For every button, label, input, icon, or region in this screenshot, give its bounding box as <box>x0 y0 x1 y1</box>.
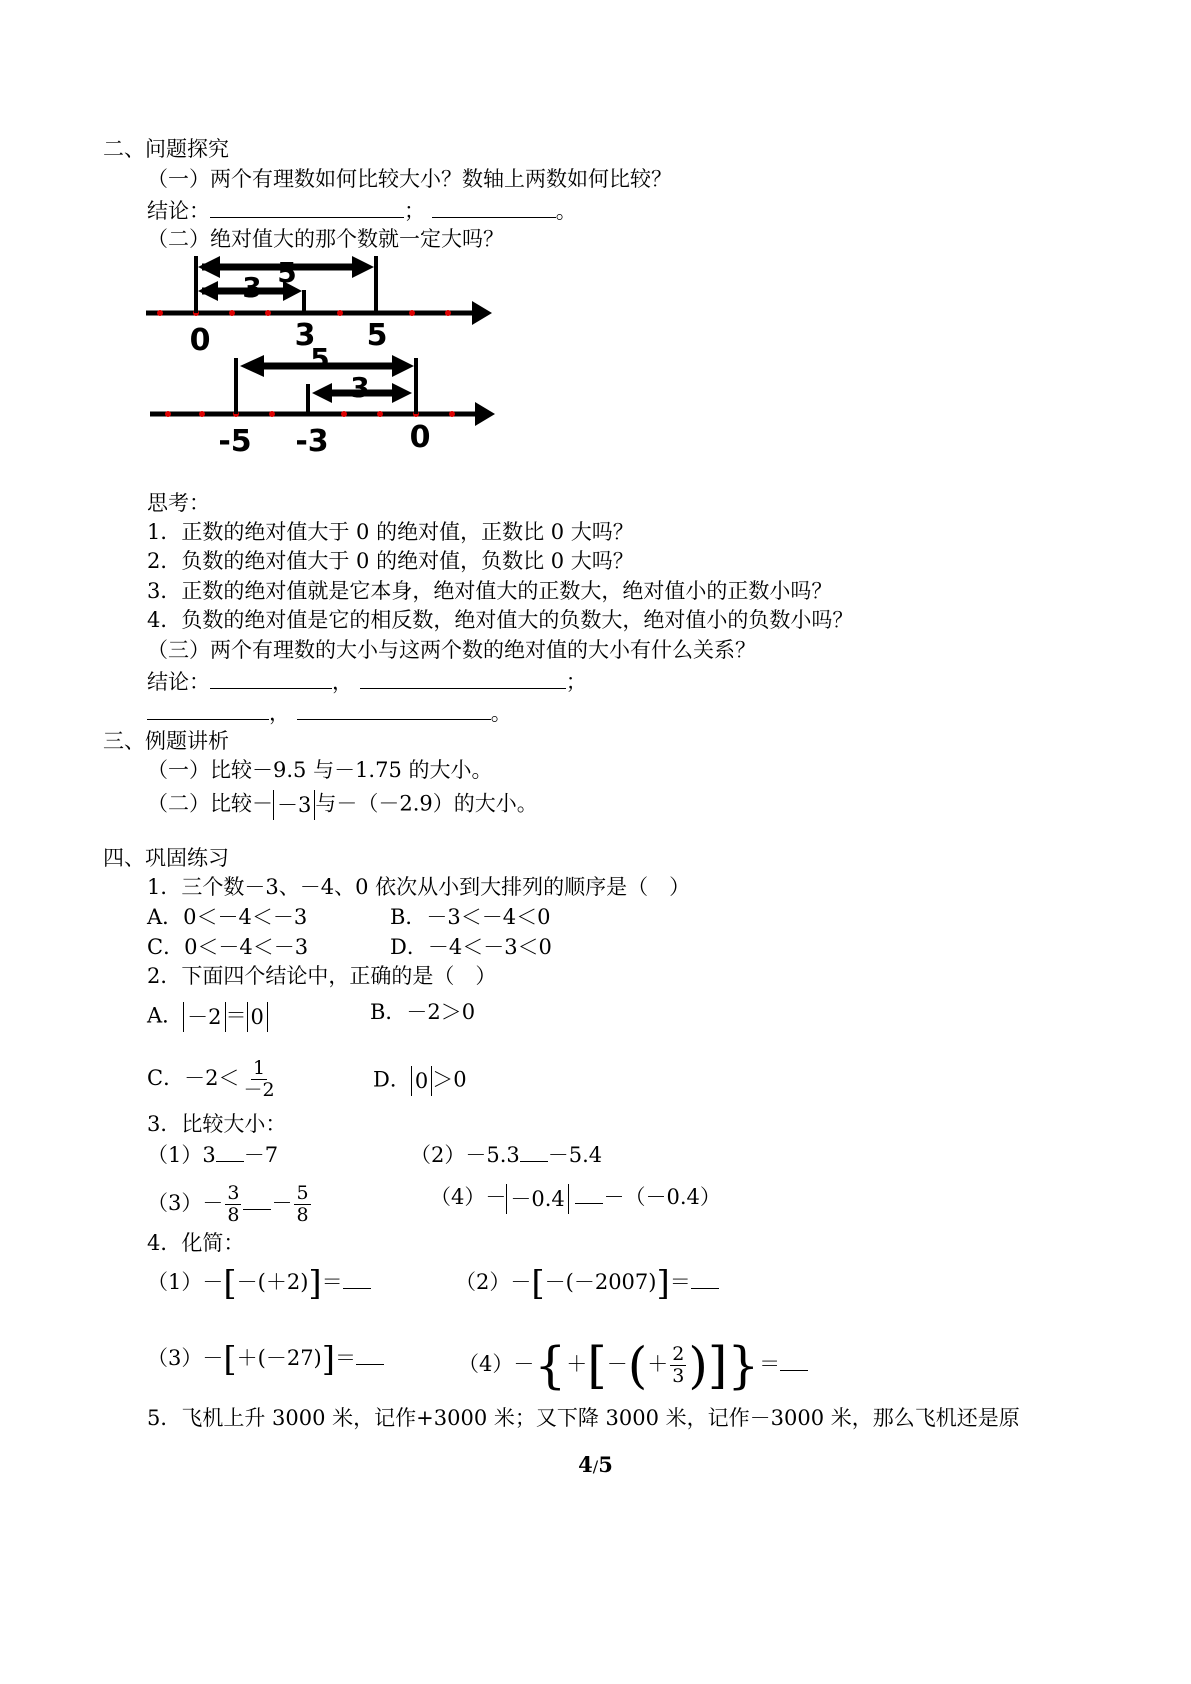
answer-blank[interactable] <box>216 1141 244 1162</box>
question-3: （三）两个有理数的大小与这两个数的绝对值的大小有什么关系？ <box>147 638 756 662</box>
section-title-3: 三、例题讲析 <box>103 729 229 753</box>
answer-blank[interactable] <box>297 699 491 720</box>
arrow-label: 5 <box>277 256 297 289</box>
number-line-diagram <box>140 250 560 470</box>
tick-label: 3 <box>294 318 316 353</box>
section-title-4: 四、巩固练习 <box>103 846 229 870</box>
compare-1: （1）3 －7 <box>147 1143 279 1167</box>
simplify-4: （4）－{＋[－(＋ $\frac{2}{3}$ )]}＝ <box>458 1344 808 1387</box>
choice-a: A． －2 ＝ 0 <box>147 1002 268 1032</box>
choice-b: B．－2＞0 <box>370 1000 476 1024</box>
answer-blank[interactable] <box>243 1189 271 1210</box>
answer-blank[interactable] <box>520 1141 548 1162</box>
arrow-label: 5 <box>310 342 330 375</box>
problem-1: 1．三个数－3、－4、0 依次从小到大排列的顺序是（ ） <box>147 875 691 899</box>
number-line-negative <box>150 342 495 459</box>
problem-5: 5．飞机上升 3000 米，记作+3000 米；又下降 3000 米，记作－3000 米，那么飞机还是原 <box>147 1406 1020 1430</box>
arrow-label: 3 <box>350 371 370 404</box>
answer-blank[interactable] <box>691 1268 719 1289</box>
problem-4: 4．化简： <box>147 1231 245 1255</box>
choice-a: A．0＜－4＜－3 <box>147 905 308 929</box>
answer-blank[interactable] <box>147 699 269 720</box>
answer-blank[interactable] <box>343 1268 371 1289</box>
question-2: （二）绝对值大的那个数就一定大吗？ <box>147 227 504 251</box>
think-item: 2．负数的绝对值大于 0 的绝对值，负数比 0 大吗？ <box>147 549 634 573</box>
answer-blank[interactable] <box>360 668 566 689</box>
problem-2: 2．下面四个结论中，正确的是（ ） <box>147 964 497 988</box>
compare-3: （3）－ $\frac{3}{8}$ － $\frac{5}{8}$ <box>147 1182 309 1226</box>
example-1: （一）比较－9.5 与－1.75 的大小。 <box>147 758 493 782</box>
simplify-3: （3）－[＋(－27)]＝ <box>147 1344 384 1373</box>
think-item: 3．正数的绝对值就是它本身，绝对值大的正数大，绝对值小的正数小吗？ <box>147 579 833 603</box>
tick-label: -3 <box>295 424 329 459</box>
fraction: $\frac{3}{8}$ <box>227 1182 240 1226</box>
page-number: 4/5 <box>578 1452 613 1477</box>
answer-blank[interactable] <box>432 197 556 218</box>
think-item: 1．正数的绝对值大于 0 的绝对值，正数比 0 大吗？ <box>147 520 634 544</box>
compare-4: （4）－ －0.4 －（－0.4） <box>430 1183 721 1214</box>
answer-blank[interactable] <box>780 1350 808 1371</box>
tick-label: 0 <box>189 323 211 358</box>
problem-3: 3．比较大小： <box>147 1112 287 1136</box>
choice-b: B．－3＜－4＜0 <box>390 905 551 929</box>
tick-label: -5 <box>218 424 252 459</box>
answer-blank[interactable] <box>210 668 332 689</box>
fraction: $\frac{2}{3}$ <box>672 1343 685 1387</box>
example-2: （二）比较－ －3 与－（－2.9）的大小。 <box>147 790 538 820</box>
conclusion-1: 结论： ； 。 <box>147 199 577 223</box>
choice-d: D．－4＜－3＜0 <box>390 935 552 959</box>
simplify-1: （1）－[－(＋2)]＝ <box>147 1268 371 1297</box>
simplify-2: （2）－[－(－2007)]＝ <box>455 1268 719 1297</box>
answer-blank[interactable] <box>356 1344 384 1365</box>
conclusion-3: ， 。 <box>147 699 512 726</box>
conclusion-label: 结论： <box>147 199 210 223</box>
choice-d: D． 0 ＞0 <box>373 1066 467 1096</box>
arrow-label: 3 <box>242 271 262 304</box>
section-title-2: 二、问题探究 <box>103 137 229 161</box>
question-1: （一）两个有理数如何比较大小？数轴上两数如何比较？ <box>147 167 672 191</box>
compare-2: （2）－5.3 －5.4 <box>410 1143 603 1167</box>
abs-value: －3 <box>273 790 315 820</box>
answer-blank[interactable] <box>575 1183 603 1204</box>
think-label: 思考： <box>147 491 210 515</box>
tick-label: 0 <box>409 420 431 455</box>
choice-c: C．－2＜ $\frac{1}{-2}$ <box>147 1057 275 1101</box>
choice-c: C．0＜－4＜－3 <box>147 935 309 959</box>
think-item: 4．负数的绝对值是它的相反数，绝对值大的负数大，绝对值小的负数小吗？ <box>147 608 854 632</box>
conclusion-2: 结论： ， ； <box>147 670 587 694</box>
fraction: $\frac{5}{8}$ <box>296 1182 309 1226</box>
tick-label: 5 <box>366 318 388 353</box>
answer-blank[interactable] <box>210 197 404 218</box>
fraction: $\frac{1}{-2}$ <box>243 1057 275 1101</box>
